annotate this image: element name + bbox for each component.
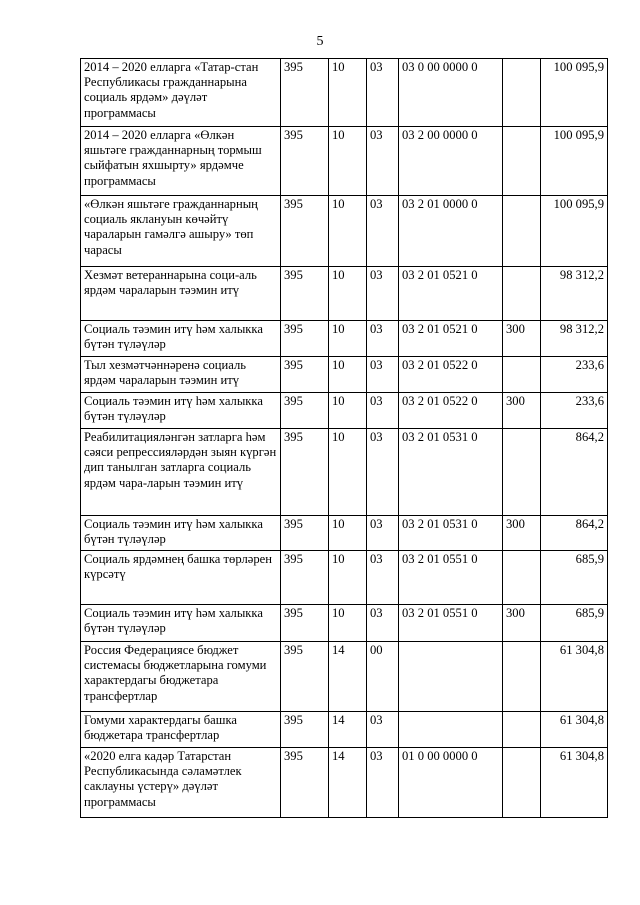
row-ministry-code: 395 [281, 393, 329, 429]
row-ministry-code: 395 [281, 605, 329, 642]
table-row [81, 357, 608, 393]
row-name: Россия Федерациясе бюджет системасы бюджетларына гомуми характердагы бюджетара трансфертлар [81, 642, 281, 712]
row-name: Социаль тәэмин итү һәм халыкка бүтән түләүләр [81, 516, 281, 551]
row-subsection-code: 03 [367, 605, 399, 642]
row-subsection-code: 03 [367, 196, 399, 267]
row-subsection-code: 03 [367, 127, 399, 196]
row-expense-type-code [503, 429, 541, 516]
row-amount: 61 304,8 [541, 642, 608, 712]
row-ministry-code: 395 [281, 551, 329, 605]
row-expense-type-code [503, 642, 541, 712]
row-ministry-code: 395 [281, 429, 329, 516]
row-target-article-code: 03 2 01 0551 0 [399, 551, 503, 605]
row-expense-type-code: 300 [503, 393, 541, 429]
row-name: Реабилитацияләнгән затларга һәм сәяси репрессияләрдән зыян күргән дип танылган затларга социаль ярдәм чара-ларын тәэмин итү [81, 429, 281, 516]
row-amount: 98 312,2 [541, 321, 608, 357]
row-ministry-code: 395 [281, 127, 329, 196]
row-name: Гомуми характердагы башка бюджетара трансфертлар [81, 712, 281, 748]
row-section-code: 14 [329, 748, 367, 818]
row-section-code: 10 [329, 605, 367, 642]
row-subsection-code: 00 [367, 642, 399, 712]
row-target-article-code [399, 642, 503, 712]
row-section-code: 10 [329, 551, 367, 605]
row-section-code: 10 [329, 59, 367, 127]
row-target-article-code: 03 2 01 0531 0 [399, 516, 503, 551]
row-ministry-code: 395 [281, 267, 329, 321]
row-subsection-code: 03 [367, 429, 399, 516]
row-name: Социаль тәэмин итү һәм халыкка бүтән түләүләр [81, 321, 281, 357]
row-section-code: 14 [329, 642, 367, 712]
row-name: Хезмәт ветераннарына соци-аль ярдәм чараларын тәэмин итү [81, 267, 281, 321]
row-ministry-code: 395 [281, 196, 329, 267]
budget-table [80, 58, 608, 818]
row-expense-type-code [503, 748, 541, 818]
row-amount: 100 095,9 [541, 196, 608, 267]
row-section-code: 10 [329, 127, 367, 196]
row-amount: 61 304,8 [541, 712, 608, 748]
table-row [81, 393, 608, 429]
row-name: Социаль тәэмин итү һәм халыкка бүтән түләүләр [81, 605, 281, 642]
row-target-article-code: 03 0 00 0000 0 [399, 59, 503, 127]
row-section-code: 10 [329, 267, 367, 321]
row-expense-type-code [503, 59, 541, 127]
row-amount: 61 304,8 [541, 748, 608, 818]
row-subsection-code: 03 [367, 748, 399, 818]
table-row [81, 551, 608, 605]
row-section-code: 14 [329, 712, 367, 748]
table-row [81, 605, 608, 642]
row-amount: 233,6 [541, 393, 608, 429]
row-target-article-code: 03 2 01 0000 0 [399, 196, 503, 267]
row-name: «Өлкән яшьтәге гражданнарның социаль яклануын көчәйтү чараларын гамәлгә ашыру» төп чарасы [81, 196, 281, 267]
row-expense-type-code: 300 [503, 321, 541, 357]
row-section-code: 10 [329, 357, 367, 393]
row-target-article-code: 03 2 01 0521 0 [399, 267, 503, 321]
table-row [81, 321, 608, 357]
table-row [81, 642, 608, 712]
row-name: Тыл хезмәтчәннәренә социаль ярдәм чараларын тәэмин итү [81, 357, 281, 393]
row-target-article-code: 01 0 00 0000 0 [399, 748, 503, 818]
row-target-article-code: 03 2 01 0551 0 [399, 605, 503, 642]
row-expense-type-code [503, 357, 541, 393]
row-name: 2014 – 2020 елларга «Татар-стан Республикасы гражданнарына социаль ярдәм» дәүләт программасы [81, 59, 281, 127]
page-number: 5 [316, 34, 324, 49]
table-row [81, 748, 608, 818]
row-ministry-code: 395 [281, 712, 329, 748]
table-row [81, 429, 608, 516]
row-ministry-code: 395 [281, 321, 329, 357]
row-amount: 685,9 [541, 551, 608, 605]
row-target-article-code: 03 2 01 0521 0 [399, 321, 503, 357]
row-subsection-code: 03 [367, 516, 399, 551]
table-row [81, 712, 608, 748]
row-subsection-code: 03 [367, 59, 399, 127]
table-row [81, 196, 608, 267]
row-expense-type-code [503, 551, 541, 605]
row-ministry-code: 395 [281, 642, 329, 712]
row-subsection-code: 03 [367, 712, 399, 748]
row-expense-type-code [503, 196, 541, 267]
row-amount: 864,2 [541, 516, 608, 551]
table-row [81, 127, 608, 196]
row-amount: 100 095,9 [541, 59, 608, 127]
row-amount: 685,9 [541, 605, 608, 642]
table-row [81, 59, 608, 127]
row-name: Социаль ярдәмнең башка төрләрен күрсәтү [81, 551, 281, 605]
row-amount: 100 095,9 [541, 127, 608, 196]
row-section-code: 10 [329, 321, 367, 357]
row-expense-type-code [503, 267, 541, 321]
row-ministry-code: 395 [281, 357, 329, 393]
row-expense-type-code: 300 [503, 516, 541, 551]
row-target-article-code: 03 2 00 0000 0 [399, 127, 503, 196]
row-section-code: 10 [329, 516, 367, 551]
row-section-code: 10 [329, 196, 367, 267]
row-ministry-code: 395 [281, 748, 329, 818]
row-name: Социаль тәэмин итү һәм халыкка бүтән түләүләр [81, 393, 281, 429]
row-amount: 864,2 [541, 429, 608, 516]
table-row [81, 516, 608, 551]
row-target-article-code: 03 2 01 0531 0 [399, 429, 503, 516]
row-expense-type-code: 300 [503, 605, 541, 642]
row-name: 2014 – 2020 елларга «Өлкән яшьтәге гражданнарның тормыш сыйфатын яхшырту» ярдәмче программасы [81, 127, 281, 196]
row-amount: 233,6 [541, 357, 608, 393]
row-expense-type-code [503, 127, 541, 196]
row-subsection-code: 03 [367, 321, 399, 357]
row-ministry-code: 395 [281, 59, 329, 127]
row-subsection-code: 03 [367, 267, 399, 321]
row-subsection-code: 03 [367, 551, 399, 605]
row-section-code: 10 [329, 393, 367, 429]
row-target-article-code [399, 712, 503, 748]
table-row [81, 267, 608, 321]
row-expense-type-code [503, 712, 541, 748]
row-target-article-code: 03 2 01 0522 0 [399, 393, 503, 429]
row-section-code: 10 [329, 429, 367, 516]
row-ministry-code: 395 [281, 516, 329, 551]
row-subsection-code: 03 [367, 357, 399, 393]
row-subsection-code: 03 [367, 393, 399, 429]
row-name: «2020 елга кадәр Татарстан Республикасында сәламәтлек саклауны үстерү» дәүләт программасы [81, 748, 281, 818]
row-target-article-code: 03 2 01 0522 0 [399, 357, 503, 393]
row-amount: 98 312,2 [541, 267, 608, 321]
